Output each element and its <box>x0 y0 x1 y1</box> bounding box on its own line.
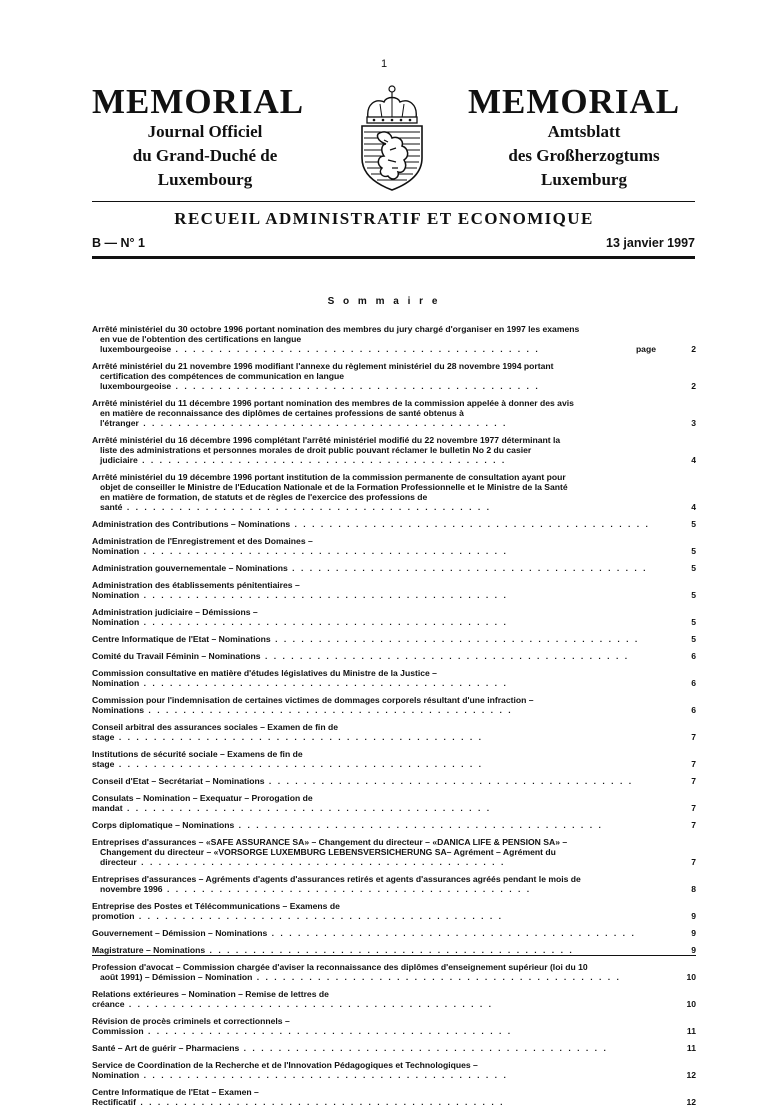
toc-entry-title <box>92 1016 660 1036</box>
toc-entry-title <box>92 580 660 600</box>
toc-entry-line: certification des compétences de communication en langue luxembourgeoise . . . . . . . . . . . . . . . . . . . . . . . . . . . . . . . . . . . . . . . . . . <box>100 371 540 391</box>
toc-entry-title <box>92 820 660 830</box>
toc-entry-title <box>92 361 660 391</box>
toc-entry-page: 9 <box>691 911 696 921</box>
table-of-contents <box>92 324 696 1114</box>
toc-entry-line: Arrêté ministériel du 30 octobre 1996 portant nomination des membres du jury chargé d'organiser en 1997 les examens <box>92 324 580 334</box>
toc-entry-page: 5 <box>691 519 696 529</box>
toc-entry-title <box>92 398 660 428</box>
toc-entry-title <box>92 695 660 715</box>
toc-entry[interactable] <box>92 1087 696 1107</box>
dot-leader: . . . . . . . . . . . . . . . . . . . . . . . . . . . . . . . . . . . . . . . . . . <box>171 381 540 391</box>
toc-entry-line: Profession d'avocat – Commission chargée d'aviser la reconnaissance des diplômes d'enseignement supérieur (loi du 10 <box>92 962 588 972</box>
toc-entry-line: Entreprise des Postes et Télécommunications – Examens de promotion . . . . . . . . . . . . . . . . . . . . . . . . . . . . . . . . . . . . . . . . . . <box>92 901 504 921</box>
toc-entry-page: 5 <box>691 546 696 556</box>
toc-entry[interactable] <box>92 695 696 715</box>
masthead-divider <box>92 201 695 202</box>
toc-entry-title <box>92 634 660 644</box>
toc-entry-line: Relations extérieures – Nomination – Remise de lettres de créance . . . . . . . . . . . . . . . . . . . . . . . . . . . . . . . . . . . . . . . . . . <box>92 989 494 1009</box>
toc-entry-page: 2 <box>691 344 696 354</box>
dot-leader: . . . . . . . . . . . . . . . . . . . . . . . . . . . . . . . . . . . . . . . . . . <box>139 678 508 688</box>
toc-entry-title <box>92 1043 660 1053</box>
toc-entry-page: 7 <box>691 803 696 813</box>
dot-leader: . . . . . . . . . . . . . . . . . . . . . . . . . . . . . . . . . . . . . . . . . . <box>239 1043 608 1053</box>
dot-leader: . . . . . . . . . . . . . . . . . . . . . . . . . . . . . . . . . . . . . . . . . . <box>264 776 634 786</box>
toc-entry-page: 4 <box>691 455 696 465</box>
dot-leader: . . . . . . . . . . . . . . . . . . . . . . . . . . . . . . . . . . . . . . . . . . <box>267 928 636 938</box>
toc-entry-line: Entreprises d'assurances – Agréments d'agents d'assurances retirés et agents d'assurances agréés pendant le mois de <box>92 874 581 884</box>
toc-entry-title <box>92 837 660 867</box>
toc-entry-line: en matière de formation, de statuts et de règles de l'exercice des professions de santé . . . . . . . . . . . . . . . . . . . . . . . . . . . . . . . . . . . . . . . . . . <box>100 492 492 512</box>
toc-entry-line: en vue de l'obtention des certifications en langue luxembourgeoise . . . . . . . . . . . . . . . . . . . . . . . . . . . . . . . . . . . . . . . . . . <box>100 334 540 354</box>
toc-entry-title <box>92 901 660 921</box>
toc-entry-line: août 1991) – Démission – Nomination . . . . . . . . . . . . . . . . . . . . . . . . . . . . . . . . . . . . . . . . . . <box>100 972 621 982</box>
dot-leader: . . . . . . . . . . . . . . . . . . . . . . . . . . . . . . . . . . . . . . . . . . <box>122 502 492 512</box>
subtitle-line: des Großherzogtums <box>508 146 660 165</box>
toc-entry[interactable] <box>92 837 696 867</box>
toc-entry[interactable] <box>92 793 696 813</box>
toc-entry-line: directeur . . . . . . . . . . . . . . . . . . . . . . . . . . . . . . . . . . . . . . . . . . <box>100 857 506 867</box>
toc-entry-page: 9 <box>691 928 696 938</box>
toc-entry-page: 3 <box>691 418 696 428</box>
footer-divider <box>92 955 696 956</box>
toc-entry-title <box>92 1060 660 1080</box>
toc-entry[interactable] <box>92 398 696 428</box>
dot-leader: . . . . . . . . . . . . . . . . . . . . . . . . . . . . . . . . . . . . . . . . . . <box>139 617 508 627</box>
toc-entry[interactable] <box>92 1016 696 1036</box>
toc-entry-title <box>92 519 660 529</box>
dot-leader: . . . . . . . . . . . . . . . . . . . . . . . . . . . . . . . . . . . . . . . . . . <box>144 705 513 715</box>
toc-entry-page: 10 <box>686 972 696 982</box>
toc-entry[interactable] <box>92 324 696 354</box>
toc-entry[interactable] <box>92 874 696 894</box>
toc-entry-line: Révision de procès criminels et correctionnels – Commission . . . . . . . . . . . . . . . . . . . . . . . . . . . . . . . . . . . . . . . . . . <box>92 1016 513 1036</box>
masthead-subtitle-left <box>85 120 325 192</box>
toc-entry[interactable] <box>92 722 696 742</box>
toc-entry-line: Centre Informatique de l'Etat – Examen – Rectificatif . . . . . . . . . . . . . . . . . . . . . . . . . . . . . . . . . . . . . . . . . . <box>92 1087 505 1107</box>
toc-entry-title <box>92 945 660 955</box>
toc-entry-page: 9 <box>691 945 696 955</box>
toc-entry[interactable] <box>92 435 696 465</box>
toc-entry-title <box>92 776 660 786</box>
toc-entry-title <box>92 749 660 769</box>
toc-entry-page: 12 <box>686 1070 696 1080</box>
toc-entry-page: 2 <box>691 381 696 391</box>
toc-entry[interactable] <box>92 1060 696 1080</box>
toc-entry-title <box>92 472 660 512</box>
toc-entry-line: Commission consultative en matière d'études législatives du Ministre de la Justice – Nomination . . . . . . . . . . . . . . . . . . . . . . . . . . . . . . . . . . . . . . . . . . <box>92 668 508 688</box>
toc-entry-line: Administration judiciaire – Démissions – Nomination . . . . . . . . . . . . . . . . . . . . . . . . . . . . . . . . . . . . . . . . . . <box>92 607 508 627</box>
page-number: 1 <box>380 58 388 70</box>
toc-entry-title <box>92 563 660 573</box>
toc-entry-page: 6 <box>691 651 696 661</box>
toc-entry-page: 5 <box>691 617 696 627</box>
toc-entry-page: 10 <box>686 999 696 1009</box>
publication-series-title: RECUEIL ADMINISTRATIF ET ECONOMIQUE <box>174 209 594 228</box>
dot-leader: . . . . . . . . . . . . . . . . . . . . . . . . . . . . . . . . . . . . . . . . . . <box>114 759 484 769</box>
toc-entry-line: Conseil arbitral des assurances sociales – Examen de fin de stage . . . . . . . . . . . . . . . . . . . . . . . . . . . . . . . . . . . . . . . . . . <box>92 722 484 742</box>
toc-entry-page: 5 <box>691 634 696 644</box>
dot-leader: . . . . . . . . . . . . . . . . . . . . . . . . . . . . . . . . . . . . . . . . . . <box>205 945 574 955</box>
toc-entry-title <box>92 793 660 813</box>
toc-entry-title <box>92 668 660 688</box>
toc-entry[interactable] <box>92 472 696 512</box>
toc-entry-line: Changement du directeur – «VORSORGE LUXEMBURG LEBENSVERSICHERUNG SA– Agrément – Agrément du <box>100 847 556 857</box>
toc-entry[interactable] <box>92 945 696 955</box>
toc-entry-title <box>92 989 660 1009</box>
toc-entry-line: Comité du Travail Féminin – Nominations . . . . . . . . . . . . . . . . . . . . . . . . . . . . . . . . . . . . . . . . . . <box>92 651 630 661</box>
toc-entry-line: Magistrature – Nominations . . . . . . . . . . . . . . . . . . . . . . . . . . . . . . . . . . . . . . . . . . <box>92 945 574 955</box>
toc-entry[interactable] <box>92 749 696 769</box>
toc-entry[interactable] <box>92 563 696 573</box>
toc-entry-line: Administration des Contributions – Nominations . . . . . . . . . . . . . . . . . . . . . . . . . . . . . . . . . . . . . . . . . <box>92 519 650 529</box>
masthead-title-right: MEMORIAL <box>468 82 681 121</box>
dot-leader: . . . . . . . . . . . . . . . . . . . . . . . . . . . . . . . . . . . . . . . . . . <box>260 651 630 661</box>
toc-entry-line: Centre Informatique de l'Etat – Nominations . . . . . . . . . . . . . . . . . . . . . . . . . . . . . . . . . . . . . . . . . . <box>92 634 640 644</box>
dot-leader: . . . . . . . . . . . . . . . . . . . . . . . . . . . . . . . . . . . . . . . . . . <box>135 1097 505 1107</box>
dot-leader: . . . . . . . . . . . . . . . . . . . . . . . . . . . . . . . . . . . . . . . . . . <box>139 1070 508 1080</box>
masthead-title-left: MEMORIAL <box>92 82 305 121</box>
toc-entry-line: objet de conseiller le Ministre de l'Education Nationale et de la Formation Professionnelle et le Ministre de la Santé <box>100 482 568 492</box>
toc-entry-line: Arrêté ministériel du 11 décembre 1996 portant nomination des membres de la commission appelée à donner des avis <box>92 398 574 408</box>
dot-leader: . . . . . . . . . . . . . . . . . . . . . . . . . . . . . . . . . . . . . . . . . . <box>171 344 540 354</box>
dot-leader: . . . . . . . . . . . . . . . . . . . . . . . . . . . . . . . . . . . . . . . . . . <box>124 999 494 1009</box>
toc-entry[interactable] <box>92 651 696 661</box>
toc-entry[interactable] <box>92 634 696 644</box>
toc-entry-title <box>92 874 660 894</box>
toc-entry-page: 11 <box>686 1043 696 1053</box>
dot-leader: . . . . . . . . . . . . . . . . . . . . . . . . . . . . . . . . . . . . . . . . . . <box>137 455 507 465</box>
toc-entry-title <box>92 324 630 354</box>
toc-entry[interactable] <box>92 668 696 688</box>
dot-leader: . . . . . . . . . . . . . . . . . . . . . . . . . . . . . . . . . . . . . . . . . . <box>234 820 603 830</box>
dot-leader: . . . . . . . . . . . . . . . . . . . . . . . . . . . . . . . . . . . . . . . . . . <box>136 857 506 867</box>
dot-leader: . . . . . . . . . . . . . . . . . . . . . . . . . . . . . . . . . . . . . . . . . . <box>122 803 492 813</box>
toc-entry[interactable] <box>92 519 696 529</box>
toc-entry-title <box>92 1087 660 1107</box>
subtitle-line: Luxemburg <box>541 170 627 189</box>
toc-entry-line: Arrêté ministériel du 19 décembre 1996 portant institution de la commission permanente de consultation ayant pour <box>92 472 566 482</box>
toc-entry-page: 12 <box>686 1097 696 1107</box>
issue-divider <box>92 256 695 259</box>
masthead-subtitle-right <box>464 120 704 192</box>
toc-entry[interactable] <box>92 1043 696 1053</box>
toc-entry-line: Conseil d'Etat – Secrétariat – Nominations . . . . . . . . . . . . . . . . . . . . . . . . . . . . . . . . . . . . . . . . . . <box>92 776 634 786</box>
toc-entry[interactable] <box>92 536 696 556</box>
toc-entry-page: 8 <box>691 884 696 894</box>
toc-entry-title <box>92 722 660 742</box>
toc-entry-page: 6 <box>691 705 696 715</box>
toc-entry[interactable] <box>92 820 696 830</box>
dot-leader: . . . . . . . . . . . . . . . . . . . . . . . . . . . . . . . . . . . . . . . . . . <box>139 546 508 556</box>
toc-entry-page: 7 <box>691 857 696 867</box>
toc-entry[interactable] <box>92 928 696 938</box>
toc-entry-page: 5 <box>691 590 696 600</box>
toc-entry-line: Consulats – Nomination – Exequatur – Prorogation de mandat . . . . . . . . . . . . . . . . . . . . . . . . . . . . . . . . . . . . . . . . . . <box>92 793 492 813</box>
toc-entry-line: Entreprises d'assurances – «SAFE ASSURANCE SA» – Changement du directeur – «DANICA LIFE & PENSION SA» – <box>92 837 568 847</box>
toc-entry[interactable] <box>92 776 696 786</box>
dot-leader: . . . . . . . . . . . . . . . . . . . . . . . . . . . . . . . . . . . . . . . . . . <box>162 884 532 894</box>
dot-leader: . . . . . . . . . . . . . . . . . . . . . . . . . . . . . . . . . . . . . . . . . . <box>139 590 508 600</box>
dot-leader: . . . . . . . . . . . . . . . . . . . . . . . . . . . . . . . . . . . . . . . . . . <box>114 732 484 742</box>
toc-entry-line: Gouvernement – Démission – Nominations . . . . . . . . . . . . . . . . . . . . . . . . . . . . . . . . . . . . . . . . . . <box>92 928 636 938</box>
dot-leader: . . . . . . . . . . . . . . . . . . . . . . . . . . . . . . . . . . . . . . . . . . <box>252 972 621 982</box>
toc-entry-line: liste des administrations et personnes morales de droit public pouvant réclamer le bulletin No 2 du casier judiciaire . . . . . . . . . . . . . . . . . . . . . . . . . . . . . . . . . . . . . . . . . . <box>100 445 532 465</box>
toc-entry-line: en matière de reconnaissance des diplômes de certaines professions de santé obtenus à l'étranger . . . . . . . . . . . . . . . . . . . . . . . . . . . . . . . . . . . . . . . . . . <box>100 408 508 428</box>
toc-entry-line: Administration gouvernementale – Nominations . . . . . . . . . . . . . . . . . . . . . . . . . . . . . . . . . . . . . . . . . <box>92 563 648 573</box>
toc-entry-title <box>92 435 660 465</box>
dot-leader: . . . . . . . . . . . . . . . . . . . . . . . . . . . . . . . . . . . . . . . . . . <box>134 911 504 921</box>
toc-entry-title <box>92 651 660 661</box>
toc-entry-line: Santé – Art de guérir – Pharmaciens . . . . . . . . . . . . . . . . . . . . . . . . . . . . . . . . . . . . . . . . . . <box>92 1043 608 1053</box>
toc-entry-line: Service de Coordination de la Recherche et de l'Innovation Pédagogiques et Technologiques – Nomination . . . . . . . . . . . . . . . . . . . . . . . . . . . . . . . . . . . . . . . . . . <box>92 1060 508 1080</box>
subtitle-line: Luxembourg <box>157 170 253 189</box>
issue-number: B — N° 1 <box>92 236 145 250</box>
toc-entry-page: 7 <box>691 759 696 769</box>
toc-entry[interactable] <box>92 361 696 391</box>
toc-entry-page: 7 <box>691 820 696 830</box>
toc-entry[interactable] <box>92 580 696 600</box>
toc-entry-line: Arrêté ministériel du 21 novembre 1996 modifiant l'annexe du règlement ministériel du 28 novembre 1994 portant <box>92 361 554 371</box>
issue-date: 13 janvier 1997 <box>606 236 695 250</box>
toc-entry-title <box>92 928 660 938</box>
toc-entry-line: Commission pour l'indemnisation de certaines victimes de dommages corporels résultant d'une infraction – Nominations . . . . . . . . . . . . . . . . . . . . . . . . . . . . . . . . . . . . . . . . . . <box>92 695 534 715</box>
toc-entry[interactable] <box>92 989 696 1009</box>
toc-entry-title <box>92 962 660 982</box>
subtitle-line: du Grand-Duché de <box>132 146 278 165</box>
toc-entry-line: Corps diplomatique – Nominations . . . . . . . . . . . . . . . . . . . . . . . . . . . . . . . . . . . . . . . . . . <box>92 820 603 830</box>
toc-entry[interactable] <box>92 607 696 627</box>
toc-entry[interactable] <box>92 962 696 982</box>
toc-entry-title <box>92 607 660 627</box>
dot-leader: . . . . . . . . . . . . . . . . . . . . . . . . . . . . . . . . . . . . . . . . . . <box>270 634 640 644</box>
toc-entry-page: 5 <box>691 563 696 573</box>
toc-entry-line: Arrêté ministériel du 16 décembre 1996 complétant l'arrêté ministériel modifié du 22 novembre 1977 déterminant la <box>92 435 561 445</box>
toc-entry-title <box>92 536 660 556</box>
toc-entry-page: 4 <box>691 502 696 512</box>
coat-of-arms-icon <box>354 84 430 192</box>
table-of-contents-title: S o m m a i r e <box>327 296 441 307</box>
dot-leader: . . . . . . . . . . . . . . . . . . . . . . . . . . . . . . . . . . . . . . . . . <box>287 563 648 573</box>
toc-entry-page: 6 <box>691 678 696 688</box>
dot-leader: . . . . . . . . . . . . . . . . . . . . . . . . . . . . . . . . . . . . . . . . . . <box>138 418 508 428</box>
toc-entry-line: Administration des établissements pénitentiaires – Nomination . . . . . . . . . . . . . . . . . . . . . . . . . . . . . . . . . . . . . . . . . . <box>92 580 508 600</box>
toc-entry-line: Institutions de sécurité sociale – Examens de fin de stage . . . . . . . . . . . . . . . . . . . . . . . . . . . . . . . . . . . . . . . . . . <box>92 749 484 769</box>
toc-entry-page: 7 <box>691 776 696 786</box>
subtitle-line: Journal Officiel <box>147 122 263 141</box>
dot-leader: . . . . . . . . . . . . . . . . . . . . . . . . . . . . . . . . . . . . . . . . . . <box>143 1026 513 1036</box>
toc-entry-line: Administration de l'Enregistrement et des Domaines – Nomination . . . . . . . . . . . . . . . . . . . . . . . . . . . . . . . . . . . . . . . . . . <box>92 536 508 556</box>
dot-leader: . . . . . . . . . . . . . . . . . . . . . . . . . . . . . . . . . . . . . . . . . <box>290 519 650 529</box>
toc-entry-line: novembre 1996 . . . . . . . . . . . . . . . . . . . . . . . . . . . . . . . . . . . . . . . . . . <box>100 884 532 894</box>
toc-entry-page: 11 <box>686 1026 696 1036</box>
toc-entry[interactable] <box>92 901 696 921</box>
subtitle-line: Amtsblatt <box>547 122 621 141</box>
page-label: page <box>635 344 656 354</box>
toc-entry-page: 7 <box>691 732 696 742</box>
